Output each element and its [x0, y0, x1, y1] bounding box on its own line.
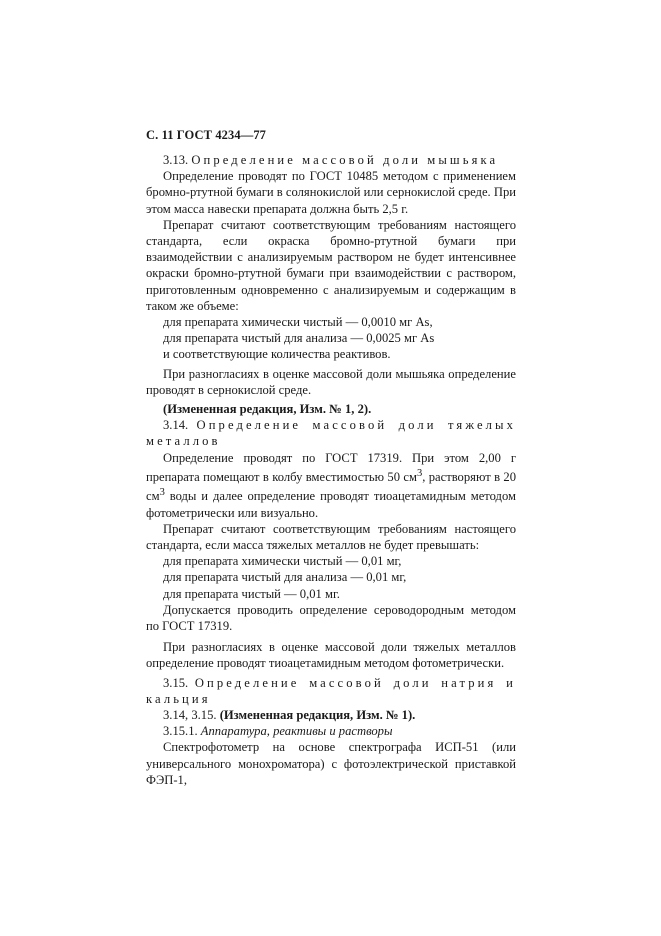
- paragraph: Спектрофотометр на основе спектрографа ИСП-51 (или универсального монохроматора) с фотоэлектрической приставкой ФЭП-1,: [146, 740, 516, 787]
- page-header: С. 11 ГОСТ 4234—77: [146, 128, 267, 142]
- text-run: воды и далее определение проводят тиоацетамидным методом фотометрически или визуально.: [146, 489, 516, 520]
- text-run: 3.14, 3.15.: [163, 708, 217, 723]
- paragraph: Препарат считают соответствующим требованиям настоящего стандарта, если окраска бромно-ртутной бумаги при взаимодействии с анализируемым раствором не будет интенсивнее окраски бромно-ртутной бумаги при взаимодействии с раствором, приготовленным одновременно с анализируемым и содержащим в таком же объеме:: [146, 217, 516, 313]
- superscript: 3: [416, 467, 423, 479]
- text-run: Определение проводят по ГОСТ 17319. При этом 2,00 г препарата помещают в колбу вместимостью 50 см: [146, 450, 516, 485]
- list-item: для препарата чистый для анализа — 0,0025 мг As: [163, 331, 435, 346]
- section-3-14-heading: [146, 417, 516, 449]
- paragraph: При разногласиях в оценке массовой доли тяжелых металлов определение проводят тиоацетамидным методом фотометрически.: [146, 640, 516, 671]
- section-number: 3.15.: [163, 675, 189, 690]
- amendment-note: (Измененная редакция, Изм. № 1, 2).: [163, 402, 372, 417]
- list-item: для препарата химически чистый — 0,0010 мг As,: [163, 315, 433, 330]
- paragraph: Допускается проводить определение сероводородным методом по ГОСТ 17319.: [146, 602, 516, 634]
- section-number: 3.15.1.: [163, 724, 198, 739]
- amendment-note: [146, 707, 516, 723]
- superscript: 3: [159, 487, 165, 499]
- document-body: [146, 152, 516, 788]
- text-run: , растворяют в 20 см: [146, 470, 516, 504]
- paragraph: [146, 450, 516, 521]
- paragraph: При разногласиях в оценке массовой доли мышьяка определение проводят в сернокислой среде.: [146, 366, 516, 397]
- section-title: Определение массовой доли мышьяка: [191, 153, 499, 167]
- section-3-13-heading: [146, 152, 516, 168]
- text-run: (Измененная редакция, Изм. № 1).: [219, 708, 416, 723]
- list-item: для препарата чистый — 0,01 мг.: [163, 586, 340, 601]
- section-title: Определение массовой доли натрия и кальция: [146, 675, 516, 706]
- subsection-heading: [146, 723, 516, 739]
- section-title: Определение массовой доли тяжелых металлов: [146, 418, 516, 449]
- section-number: 3.14.: [163, 418, 189, 433]
- paragraph: Определение проводят по ГОСТ 10485 методом с применением бромно-ртутной бумаги в солянокислой или сернокислой среде. При этом масса навески препарата должна быть 2,5 г.: [146, 169, 516, 216]
- section-number: 3.13.: [163, 153, 189, 167]
- list-item: для препарата чистый для анализа — 0,01 мг,: [163, 570, 407, 585]
- list-item: для препарата химически чистый — 0,01 мг,: [163, 554, 402, 569]
- subsection-title: Аппаратура, реактивы и растворы: [200, 724, 393, 739]
- paragraph: Препарат считают соответствующим требованиям настоящего стандарта, если масса тяжелых металлов не будет превышать:: [146, 521, 516, 553]
- section-3-15-heading: [146, 675, 516, 707]
- list-item: и соответствующие количества реактивов.: [163, 347, 391, 362]
